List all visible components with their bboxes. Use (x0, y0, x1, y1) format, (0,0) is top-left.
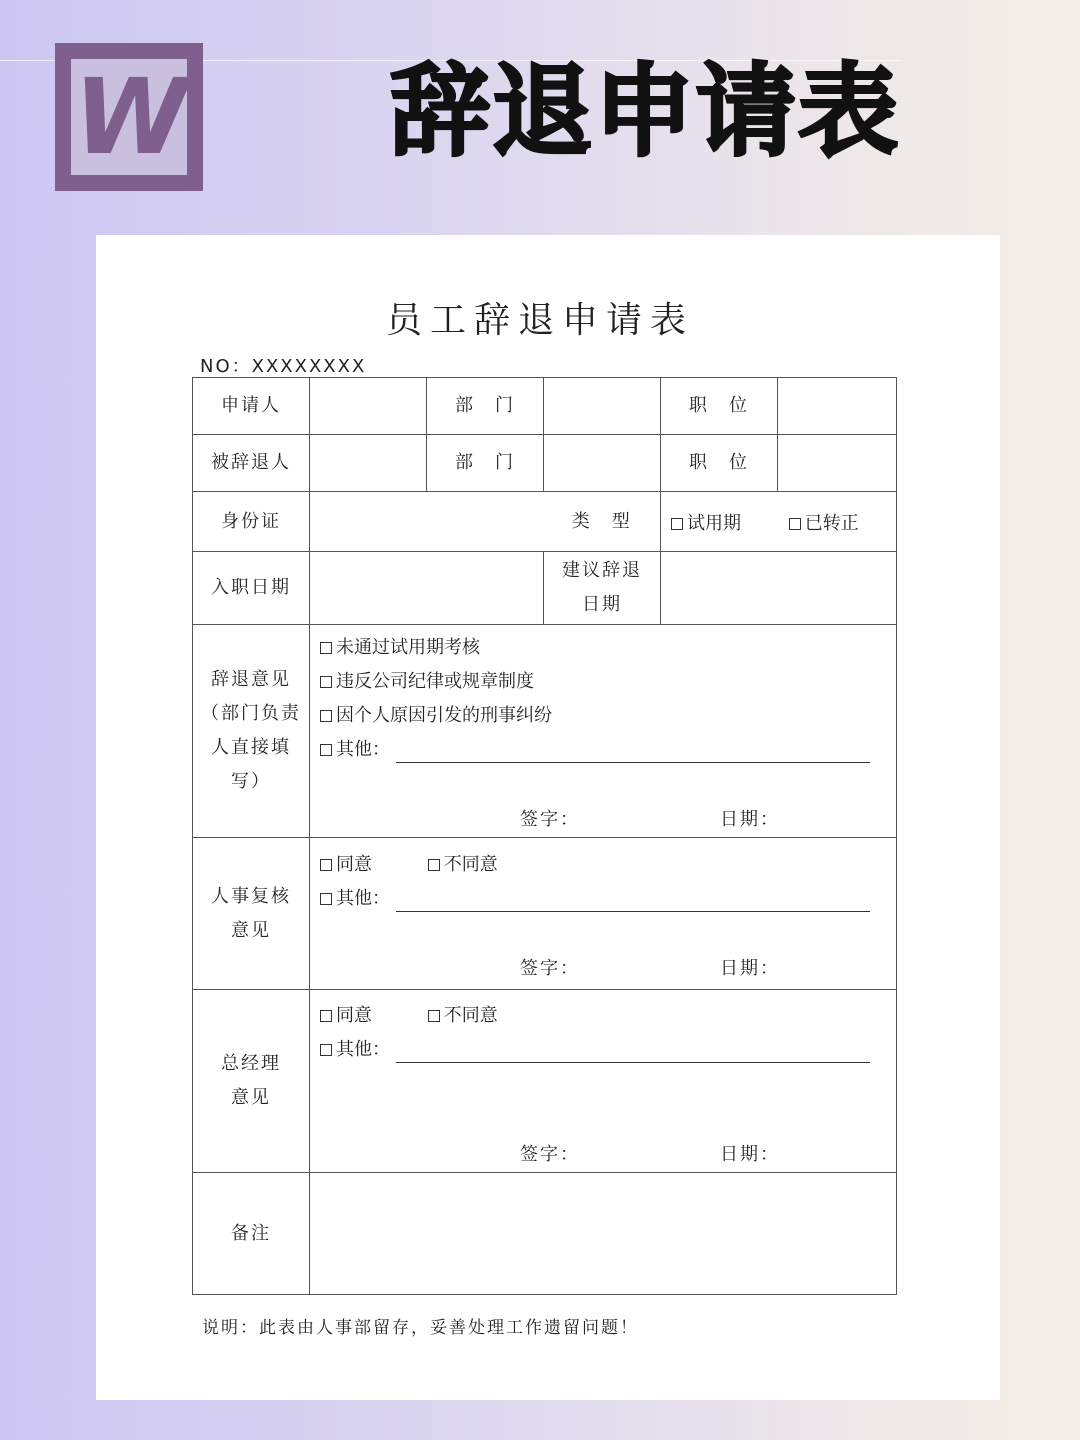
gm-opinion-label: 总经理 意见 (193, 990, 310, 1173)
hr-opinion-cell (310, 838, 897, 990)
remarks-label: 备注 (193, 1173, 310, 1295)
sign-label: 签字： (520, 809, 580, 830)
checkbox-icon (320, 676, 332, 688)
hr-agree-checkbox[interactable]: 同意 (320, 848, 422, 882)
checkbox-icon (789, 518, 801, 530)
applicant-field[interactable] (310, 378, 427, 435)
dismissed-department-label: 部 门 (427, 435, 544, 492)
gm-opinion-cell (310, 990, 897, 1173)
checkbox-icon (320, 744, 332, 756)
applicant-department-field[interactable] (544, 378, 661, 435)
applicant-department-label: 部 门 (427, 378, 544, 435)
sign-label: 签字： (520, 958, 580, 979)
type-options (661, 492, 897, 552)
dismissed-position-label: 职 位 (661, 435, 778, 492)
date-label: 日期： (720, 958, 780, 979)
gm-agree-checkbox[interactable]: 同意 (320, 999, 422, 1033)
gm-disagree-checkbox[interactable]: 不同意 (428, 1005, 498, 1026)
dismissed-field[interactable] (310, 435, 427, 492)
checkbox-regular[interactable]: 已转正 (787, 509, 859, 535)
dismissed-position-field[interactable] (778, 435, 897, 492)
gm-other-option[interactable]: 其他： (320, 1033, 870, 1067)
dismissal-form (192, 377, 897, 1295)
other-input-line[interactable] (396, 889, 870, 912)
date-label: 日期： (720, 809, 780, 830)
dismissed-label: 被辞退人 (193, 435, 310, 492)
form-number: NO：XXXXXXXX (200, 356, 367, 377)
option-rule-violation[interactable]: 违反公司纪律或规章制度 (320, 665, 870, 699)
type-label: 类 型 (544, 492, 661, 552)
hr-disagree-checkbox[interactable]: 不同意 (428, 854, 498, 875)
date-label: 日期： (720, 1144, 780, 1165)
applicant-position-field[interactable] (778, 378, 897, 435)
checkbox-icon (320, 1044, 332, 1056)
sign-label: 签字： (520, 1144, 580, 1165)
checkbox-icon (671, 518, 683, 530)
dept-opinion-label: 辞退意见 （部门负责 人直接填 写） (193, 625, 310, 838)
word-logo-icon: W (55, 43, 203, 191)
other-input-line[interactable] (396, 1040, 870, 1063)
option-criminal-dispute[interactable]: 因个人原因引发的刑事纠纷 (320, 699, 870, 733)
document-title: 员工辞退申请表 (385, 300, 694, 341)
applicant-position-label: 职 位 (661, 378, 778, 435)
dismissed-department-field[interactable] (544, 435, 661, 492)
option-probation-failed[interactable]: 未通过试用期考核 (320, 631, 870, 665)
other-input-line[interactable] (396, 740, 870, 763)
id-card-field[interactable] (310, 492, 544, 552)
remarks-field[interactable] (310, 1173, 897, 1295)
hire-date-label: 入职日期 (193, 552, 310, 625)
checkbox-icon (320, 893, 332, 905)
hire-date-field[interactable] (310, 552, 544, 625)
dept-opinion-cell (310, 625, 897, 838)
checkbox-icon (320, 1010, 332, 1022)
proposed-date-label: 建议辞退 日期 (544, 552, 661, 625)
hr-opinion-label: 人事复核 意见 (193, 838, 310, 990)
banner-title: 辞退申请表 (390, 53, 900, 170)
checkbox-icon (428, 859, 440, 871)
checkbox-icon (428, 1010, 440, 1022)
id-card-label: 身份证 (193, 492, 310, 552)
hr-other-option[interactable]: 其他： (320, 882, 870, 916)
applicant-label: 申请人 (193, 378, 310, 435)
checkbox-icon (320, 710, 332, 722)
checkbox-icon (320, 859, 332, 871)
footer-note: 说明：此表由人事部留存，妥善处理工作遗留问题！ (202, 1318, 639, 1338)
proposed-date-field[interactable] (661, 552, 897, 625)
option-other[interactable]: 其他： (320, 733, 870, 767)
checkbox-icon (320, 642, 332, 654)
checkbox-probation[interactable]: 试用期 (661, 509, 781, 535)
